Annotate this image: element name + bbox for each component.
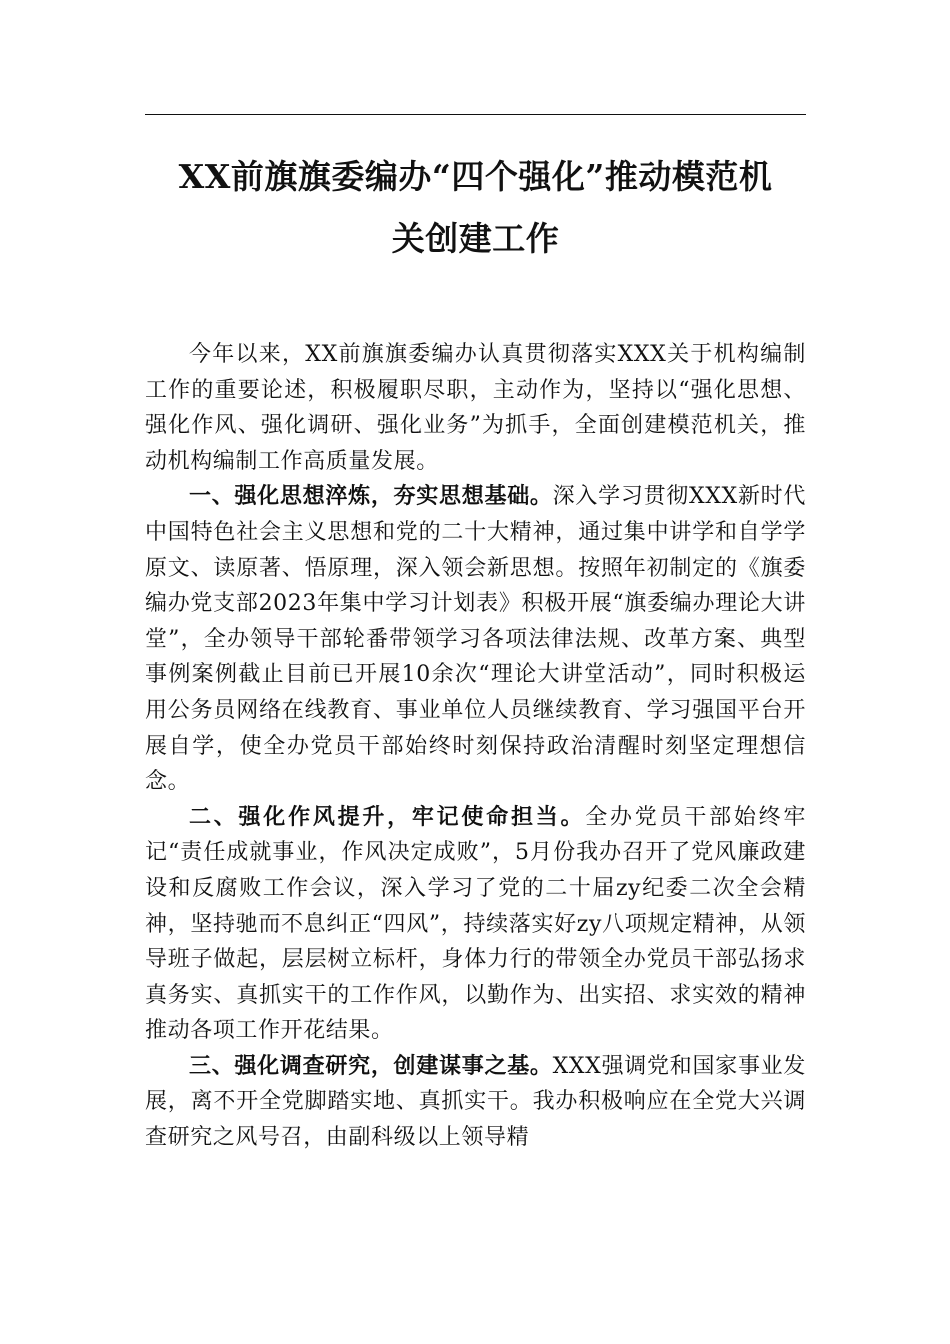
section-paragraph-3: [145, 1049, 806, 1156]
section-text-1: 深入学习贯彻XXX新时代中国特色社会主义思想和党的二十大精神，通过集中讲学和自学学原文、读原著、悟原理，深入领会新思想。按照年初制定的《旗委编办党支部2023年集中学习计划表》积极开展“旗委编办理论大讲堂”，全办领导干部轮番带领学习各项法律法规、改革方案、典型事例案例截止目前已开展10余次“理论大讲堂活动”，同时积极运用公务员网络在线教育、事业单位人员继续教育、学习强国平台开展自学，使全办党员干部始终时刻保持政治清醒时刻坚定理想信念。: [145, 484, 806, 795]
section-paragraph-2: [145, 800, 806, 1049]
section-text-3: XXX强调党和国家事业发展，离不开全党脚踏实地、真抓实干。我办积极响应在全党大兴调查研究之风号召，由副科级以上领导精: [145, 1053, 806, 1151]
header-rule: [145, 114, 806, 115]
section-heading-1: 一、强化思想淬炼，夯实思想基础。: [189, 484, 553, 510]
title-line-2: 关创建工作: [391, 219, 560, 258]
document-body: [145, 337, 806, 1156]
section-heading-3: 三、强化调查研究，创建谋事之基。: [189, 1053, 553, 1079]
document-title: [145, 146, 806, 270]
title-line-1: XX前旗旗委编办“四个强化”推动模范机: [178, 157, 773, 196]
section-text-2: 全办党员干部始终牢记“责任成就事业，作风决定成败”，5月份我办召开了党风廉政建设和反腐败工作会议，深入学习了党的二十届zy纪委二次全会精神，坚持驰而不息纠正“四风”，持续落实好zy八项规定精神，从领导班子做起，层层树立标杆，身体力行的带领全办党员干部弘扬求真务实、真抓实干的工作作风，以勤作为、出实招、求实效的精神推动各项工作开花结果。: [145, 804, 806, 1044]
intro-paragraph: 今年以来，XX前旗旗委编办认真贯彻落实XXX关于机构编制工作的重要论述，积极履职尽职，主动作为，坚持以“强化思想、强化作风、强化调研、强化业务”为抓手，全面创建模范机关，推动机构编制工作高质量发展。: [145, 342, 806, 474]
section-paragraph-1: [145, 479, 806, 799]
section-heading-2: 二、强化作风提升，牢记使命担当。: [189, 804, 586, 830]
